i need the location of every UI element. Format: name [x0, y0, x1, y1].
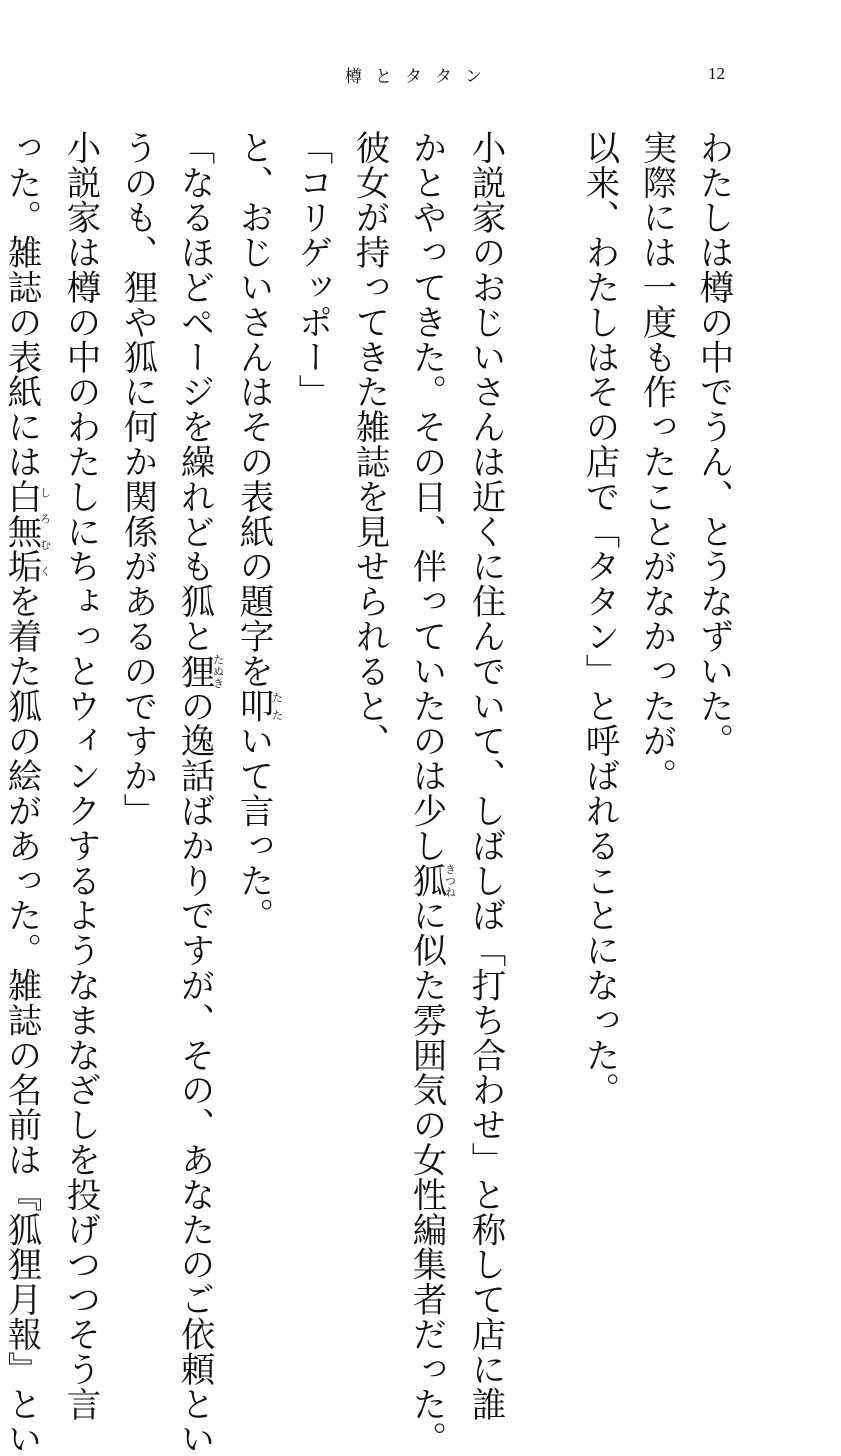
furigana: しろむく — [38, 479, 52, 584]
text-line: 「なるほどページを繰れども狐と狸たぬきの逸話ばかりですが、その、あなたのご依頼とい — [174, 130, 225, 1456]
text-line: 「コリゲッポー」 — [292, 130, 332, 410]
vertical-body-text — [0, 130, 741, 1456]
ruby-word: 狐きつね — [406, 862, 457, 898]
running-header-title: 樽とタタン — [345, 67, 495, 87]
text-line — [513, 130, 570, 1120]
text-line: 小説家は樽の中のわたしにちょっとウィンクするようなまなざしを投げつつそう言 — [60, 130, 100, 1422]
page-number: 12 — [708, 64, 725, 83]
text-line: 彼女が持ってきた雑誌を見せられると、 — [349, 130, 389, 759]
text-line: と、おじいさんはその表紙の題字を叩たたいて言った。 — [233, 130, 284, 933]
ruby-word: 白無垢しろむく — [1, 479, 52, 584]
furigana: たた — [270, 688, 284, 724]
ruby-word: 狸たぬき — [174, 653, 225, 689]
text-line: 以来、わたしはその店で「タタン」と呼ばれることになった。 — [579, 130, 619, 1108]
text-line: わたしは樽の中でうん、とうなずいた。 — [693, 130, 733, 759]
text-line: かとやってきた。その日、伴っていたのは少し狐きつねに似た雰囲気の女性編集者だった。 — [406, 130, 457, 1456]
text-line: うのも、狸や狐に何か関係があるのですか」 — [117, 130, 157, 828]
furigana: きつね — [443, 862, 457, 898]
ruby-word: 叩たた — [233, 688, 284, 724]
text-line: 実際には一度も作ったことがなかったが。 — [636, 130, 676, 794]
furigana: たぬき — [211, 653, 225, 689]
text-line: った。雑誌の表紙には白無垢しろむくを着た狐の絵があった。雑誌の名前は『狐狸月報』とい — [1, 130, 52, 1456]
text-line: 小説家のおじいさんは近くに住んでいて、しばしば「打ち合わせ」と称して店に誰 — [465, 130, 505, 1422]
